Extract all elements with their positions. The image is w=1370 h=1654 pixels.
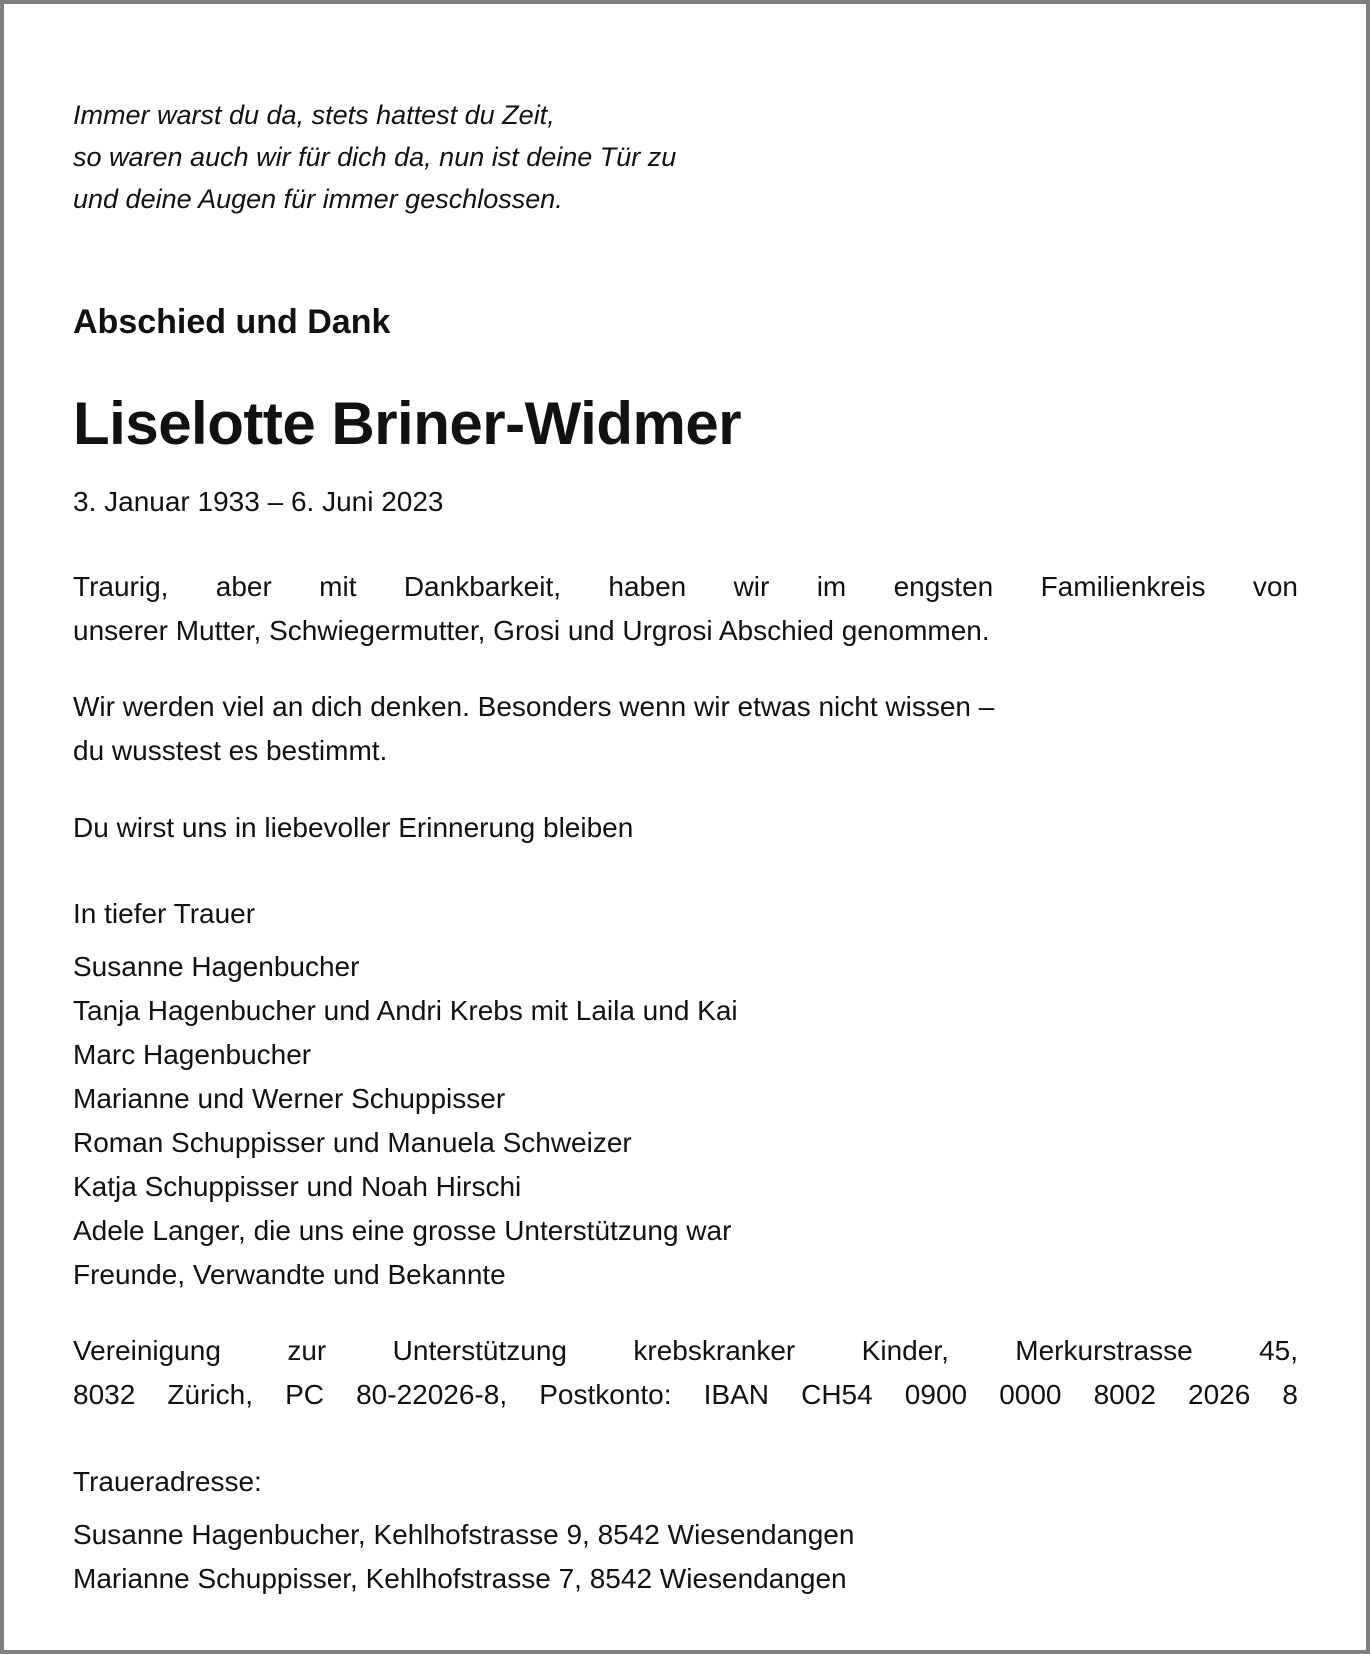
mourner: Marianne und Werner Schuppisser <box>73 1083 506 1114</box>
mourner: Freunde, Verwandte und Bekannte <box>73 1259 506 1290</box>
poem-line: Immer warst du da, stets hattest du Zeit, <box>73 100 555 130</box>
address: Marianne Schuppisser, Kehlhofstrasse 7, 8542 Wiesendangen <box>73 1563 847 1594</box>
text-line: du wusstest es bestimmt. <box>73 735 388 766</box>
text-line: Traurig, aber mit Dankbarkeit, haben wir im engsten Familienkreis von <box>73 571 1298 602</box>
mourners-list <box>73 945 738 1297</box>
mourners-heading: In tiefer Trauer <box>73 898 256 929</box>
donation-info <box>73 1329 1298 1417</box>
mourner: Susanne Hagenbucher <box>73 951 360 982</box>
poem-line: und deine Augen für immer geschlossen. <box>73 184 563 214</box>
text-line: Wir werden viel an dich denken. Besonders wenn wir etwas nicht wissen – <box>73 691 995 722</box>
mourner: Tanja Hagenbucher und Andri Krebs mit Laila und Kai <box>73 995 738 1026</box>
text-line: 8032 Zürich, PC 80-22026-8, Postkonto: IBAN CH54 0900 0000 8002 2026 8 <box>73 1379 1298 1410</box>
address-heading: Traueradresse: <box>73 1466 262 1497</box>
address: Susanne Hagenbucher, Kehlhofstrasse 9, 8542 Wiesendangen <box>73 1519 855 1550</box>
paragraph-3: Du wirst uns in liebevoller Erinnerung bleiben <box>73 812 634 843</box>
dates: 3. Januar 1933 – 6. Juni 2023 <box>73 486 444 517</box>
mourner: Roman Schuppisser und Manuela Schweizer <box>73 1127 632 1158</box>
poem <box>73 94 676 220</box>
poem-line: so waren auch wir für dich da, nun ist deine Tür zu <box>73 142 677 172</box>
deceased-name: Liselotte Briner-Widmer <box>73 390 742 457</box>
text-line: unserer Mutter, Schwiegermutter, Grosi und Urgrosi Abschied genommen. <box>73 615 990 646</box>
addresses <box>73 1513 854 1601</box>
paragraph-1 <box>73 565 1298 653</box>
mourner: Katja Schuppisser und Noah Hirschi <box>73 1171 522 1202</box>
text-line: Vereinigung zur Unterstützung krebskranker Kinder, Merkurstrasse 45, <box>73 1335 1298 1366</box>
heading: Abschied und Dank <box>73 303 391 341</box>
paragraph-2 <box>73 685 994 773</box>
mourner: Adele Langer, die uns eine grosse Unterstützung war <box>73 1215 732 1246</box>
mourner: Marc Hagenbucher <box>73 1039 312 1070</box>
